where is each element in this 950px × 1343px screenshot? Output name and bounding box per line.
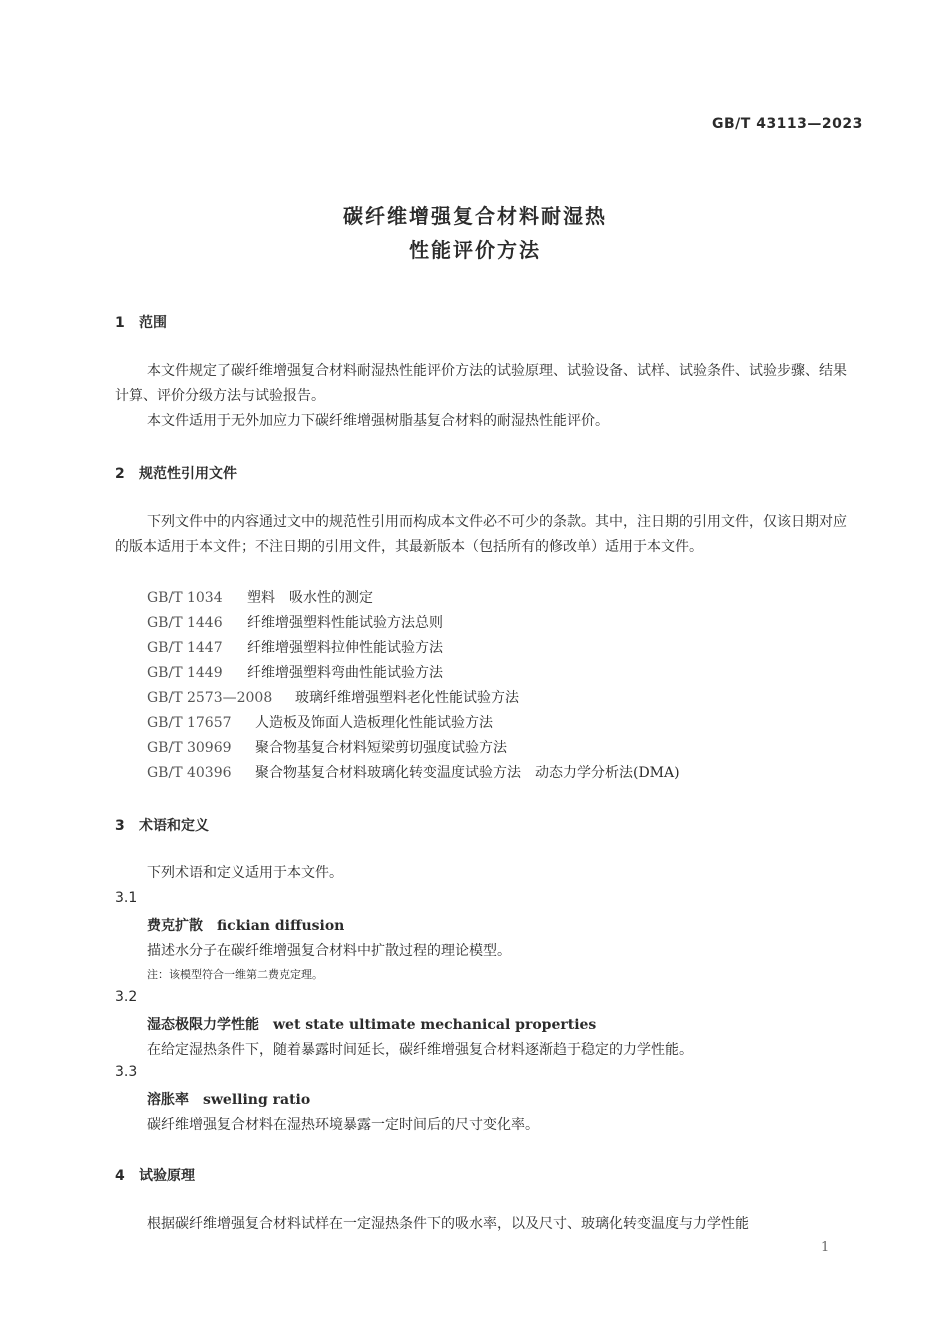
section-title: 规范性引用文件 bbox=[139, 466, 237, 482]
section-2-heading bbox=[115, 463, 237, 483]
section-number: 4 bbox=[115, 1168, 125, 1184]
term-chinese: 湿态极限力学性能 bbox=[147, 1017, 259, 1033]
term-english: swelling ratio bbox=[203, 1092, 311, 1108]
section-number: 1 bbox=[115, 315, 125, 331]
reference-code: GB/T 17657 bbox=[147, 715, 232, 731]
reference-item bbox=[147, 762, 680, 782]
reference-item bbox=[147, 687, 519, 707]
reference-title: 纤维增强塑料拉伸性能试验方法 bbox=[247, 640, 443, 656]
term-definition: 在给定湿热条件下，随着暴露时间延长，碳纤维增强复合材料逐渐趋于稳定的力学性能。 bbox=[147, 1042, 693, 1058]
section-title: 试验原理 bbox=[139, 1168, 195, 1184]
reference-title: 纤维增强塑料弯曲性能试验方法 bbox=[247, 665, 443, 681]
reference-code: GB/T 40396 bbox=[147, 765, 232, 781]
document-title-line1: 碳纤维增强复合材料耐湿热 bbox=[343, 204, 607, 228]
section-number: 2 bbox=[115, 466, 125, 482]
reference-title: 纤维增强塑料性能试验方法总则 bbox=[247, 615, 443, 631]
reference-item bbox=[147, 637, 443, 657]
section-title: 术语和定义 bbox=[139, 818, 209, 834]
section-4-paragraph-1: 根据碳纤维增强复合材料试样在一定湿热条件下的吸水率，以及尺寸、玻璃化转变温度与力学性能 bbox=[147, 1216, 749, 1232]
reference-code: GB/T 1446 bbox=[147, 615, 223, 631]
reference-item bbox=[147, 587, 373, 607]
term-number: 3.1 bbox=[115, 890, 138, 906]
term-entry bbox=[147, 915, 344, 935]
term-english: fickian diffusion bbox=[217, 918, 345, 934]
term-definition: 描述水分子在碳纤维增强复合材料中扩散过程的理论模型。 bbox=[147, 943, 511, 959]
reference-item bbox=[147, 662, 443, 682]
section-4-heading bbox=[115, 1165, 195, 1185]
reference-title: 人造板及饰面人造板理化性能试验方法 bbox=[255, 715, 493, 731]
reference-code: GB/T 1034 bbox=[147, 590, 223, 606]
reference-item bbox=[147, 612, 443, 632]
section-1-heading bbox=[115, 312, 167, 332]
term-note: 注：该模型符合一维第二费克定理。 bbox=[147, 968, 323, 981]
section-3-paragraph-1: 下列术语和定义适用于本文件。 bbox=[147, 865, 343, 881]
reference-code: GB/T 2573—2008 bbox=[147, 690, 273, 706]
standard-number: GB/T 43113—2023 bbox=[712, 116, 863, 132]
term-number: 3.2 bbox=[115, 989, 138, 1005]
reference-code: GB/T 1447 bbox=[147, 640, 223, 656]
term-english: wet state ultimate mechanical properties bbox=[273, 1017, 597, 1033]
reference-title: 塑料 吸水性的测定 bbox=[247, 590, 373, 606]
section-number: 3 bbox=[115, 818, 125, 834]
section-2-paragraph-1: 下列文件中的内容通过文中的规范性引用而构成本文件必不可少的条款。其中，注日期的引用文件，仅该日期对应的版本适用于本文件；不注日期的引用文件，其最新版本（包括所有的修改单）适用于本文件。 bbox=[115, 514, 847, 555]
reference-title: 聚合物基复合材料玻璃化转变温度试验方法 动态力学分析法(DMA) bbox=[255, 765, 680, 781]
section-3-heading bbox=[115, 815, 209, 835]
term-entry bbox=[147, 1014, 596, 1034]
reference-item bbox=[147, 737, 507, 757]
section-title: 范围 bbox=[139, 315, 167, 331]
reference-item bbox=[147, 712, 493, 732]
term-chinese: 费克扩散 bbox=[147, 918, 203, 934]
page-number: 1 bbox=[821, 1240, 830, 1255]
term-definition: 碳纤维增强复合材料在湿热环境暴露一定时间后的尺寸变化率。 bbox=[147, 1117, 539, 1133]
section-1-paragraph-2: 本文件适用于无外加应力下碳纤维增强树脂基复合材料的耐湿热性能评价。 bbox=[147, 413, 609, 429]
term-number: 3.3 bbox=[115, 1064, 138, 1080]
term-chinese: 溶胀率 bbox=[147, 1092, 189, 1108]
term-entry bbox=[147, 1089, 310, 1109]
document-title-line2: 性能评价方法 bbox=[409, 238, 541, 262]
reference-code: GB/T 30969 bbox=[147, 740, 232, 756]
reference-title: 聚合物基复合材料短梁剪切强度试验方法 bbox=[255, 740, 507, 756]
reference-title: 玻璃纤维增强塑料老化性能试验方法 bbox=[295, 690, 519, 706]
section-1-paragraph-1: 本文件规定了碳纤维增强复合材料耐湿热性能评价方法的试验原理、试验设备、试样、试验条件、试验步骤、结果计算、评价分级方法与试验报告。 bbox=[115, 363, 847, 404]
reference-code: GB/T 1449 bbox=[147, 665, 223, 681]
